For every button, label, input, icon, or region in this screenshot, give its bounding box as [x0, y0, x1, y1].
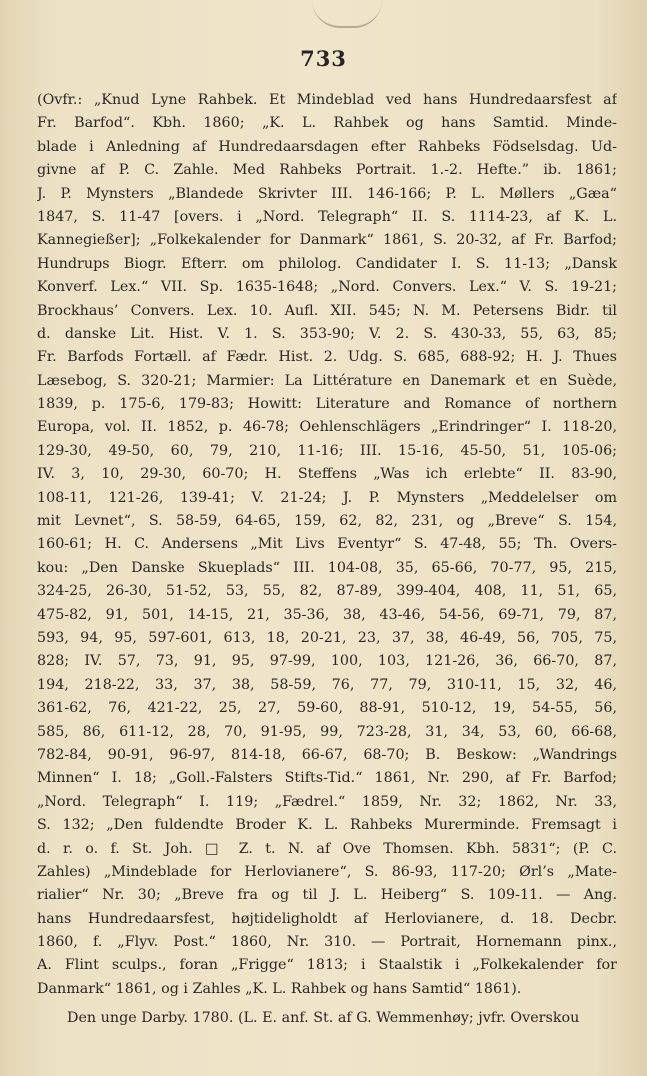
- text-line: blade i Anledning af Hundredaarsdagen efter Rahbeks Födselsdag. Ud-: [37, 138, 617, 155]
- text-line: 1839, p. 175-6, 179-83; Howitt: Literature and Romance of northern: [37, 396, 617, 413]
- next-entry-line: Den unge Darby. 1780. (L. E. anf. St. af G. Wemmenhøy; jvfr. Overskou: [67, 1010, 580, 1027]
- text-line: Minnen“ I. 18; „Goll.-Falsters Stifts-Tid.“ 1861, Nr. 290, af Fr. Barfod;: [37, 770, 617, 787]
- text-line: rialier“ Nr. 30; „Breve fra og til J. L. Heiberg“ S. 109-11. — Ang.: [37, 887, 617, 904]
- text-line: Zahles) „Mindeblade for Herlovianere“, S. 86-93, 117-20; Ørl’s „Mate-: [37, 863, 617, 880]
- paper-stain: [312, 0, 382, 28]
- text-line: Hundrups Biogr. Efterr. om philolog. Candidater I. S. 11-13; „Dansk: [37, 255, 617, 272]
- text-line: Læsebog, S. 320-21; Marmier: La Littérature en Danemark et en Suède,: [37, 372, 617, 389]
- text-line: mit Levnet“, S. 58-59, 64-65, 159, 62, 82, 231, og „Breve“ S. 154,: [37, 513, 617, 530]
- text-line: 194, 218-22, 33, 37, 38, 58-59, 76, 77, 79, 310-11, 15, 32, 46,: [37, 676, 617, 693]
- text-line: Brockhaus’ Convers. Lex. 10. Aufl. XII. 545; N. M. Petersens Bidr. til: [37, 302, 617, 319]
- text-line: Europa, vol. II. 1852, p. 46-78; Oehlenschlägers „Erindringer“ I. 118-20,: [37, 419, 617, 436]
- text-line: 828; IV. 57, 73, 91, 95, 97-99, 100, 103, 121-26, 36, 66-70, 87,: [37, 653, 617, 670]
- text-line: 593, 94, 95, 597-601, 613, 18, 20-21, 23, 37, 38, 46-49, 56, 705, 75,: [37, 629, 617, 646]
- text-line: d. r. o. f. St. Joh. □ Z. t. N. af Ove Thomsen. Kbh. 5831“; (P. C.: [37, 840, 617, 857]
- text-line: givne af P. C. Zahle. Med Rahbeks Portrait. 1.-2. Hefte.” ib. 1861;: [37, 162, 617, 179]
- text-line: Fr. Barfod“. Kbh. 1860; „K. L. Rahbek og hans Samtid. Minde-: [37, 115, 617, 132]
- text-line: 108-11, 121-26, 139-41; V. 21-24; J. P. Mynsters „Meddelelser om: [37, 489, 617, 506]
- text-line: 585, 86, 611-12, 28, 70, 91-95, 99, 723-28, 31, 34, 53, 60, 66-68,: [37, 723, 617, 740]
- page-number: 733: [300, 46, 347, 71]
- text-line: 475-82, 91, 501, 14-15, 21, 35-36, 38, 43-46, 54-56, 69-71, 79, 87,: [37, 606, 617, 623]
- text-line: Kannegießer]; „Folkekalender for Danmark“ 1861, S. 20-32, af Fr. Barfod;: [37, 232, 617, 249]
- text-line: IV. 3, 10, 29-30, 60-70; H. Steffens „Was ich erlebte“ II. 83-90,: [37, 466, 617, 483]
- text-line: Konverf. Lex.“ VII. Sp. 1635-1648; „Nord. Convers. Lex.“ V. S. 19-21;: [37, 279, 617, 296]
- text-line: J. P. Mynsters „Blandede Skrivter III. 146-166; P. L. Møllers „Gæa“: [37, 185, 617, 202]
- text-line: Danmark“ 1861, og i Zahles „K. L. Rahbek og hans Samtid“ 1861).: [37, 980, 522, 997]
- text-line: 324-25, 26-30, 51-52, 53, 55, 82, 87-89, 399-404, 408, 11, 51, 65,: [37, 583, 617, 600]
- page-text-block: [37, 89, 617, 1031]
- text-line: Fr. Barfods Fortæll. af Fædr. Hist. 2. Udg. S. 685, 688-92; H. J. Thues: [37, 349, 617, 366]
- text-line: 160-61; H. C. Andersens „Mit Livs Eventyr“ S. 47-48, 55; Th. Overs-: [37, 536, 617, 553]
- text-line: 782-84, 90-91, 96-97, 814-18, 66-67, 68-70; B. Beskow: „Wandrings: [37, 746, 617, 763]
- text-line: 129-30, 49-50, 60, 79, 210, 11-16; III. 15-16, 45-50, 51, 105-06;: [37, 442, 617, 459]
- text-line: d. danske Lit. Hist. V. 1. S. 353-90; V. 2. S. 430-33, 55, 63, 85;: [37, 325, 617, 342]
- text-line: 1860, f. „Flyv. Post.“ 1860, Nr. 310. — Portrait, Hornemann pinx.,: [37, 934, 617, 951]
- text-line: „Nord. Telegraph“ I. 119; „Fædrel.“ 1859, Nr. 32; 1862, Nr. 33,: [37, 793, 617, 810]
- text-line: 1847, S. 11-47 [overs. i „Nord. Telegraph“ II. S. 1114-23, af K. L.: [37, 208, 617, 225]
- text-line: kou: „Den Danske Skueplads“ III. 104-08, 35, 65-66, 70-77, 95, 215,: [37, 559, 617, 576]
- text-line: hans Hundredaarsfest, højtideligholdt af Herlovianere, d. 18. Decbr.: [37, 910, 617, 927]
- text-line: A. Flint sculps., foran „Frigge“ 1813; i Staalstik i „Folkekalender for: [37, 957, 617, 974]
- text-line: S. 132; „Den fuldendte Broder K. L. Rahbeks Murerminde. Fremsagt i: [37, 817, 617, 834]
- text-line: 361-62, 76, 421-22, 25, 27, 59-60, 88-91, 510-12, 19, 54-55, 56,: [37, 700, 617, 717]
- text-line: (Ovfr.: „Knud Lyne Rahbek. Et Mindeblad ved hans Hundredaarsfest af: [37, 92, 617, 108]
